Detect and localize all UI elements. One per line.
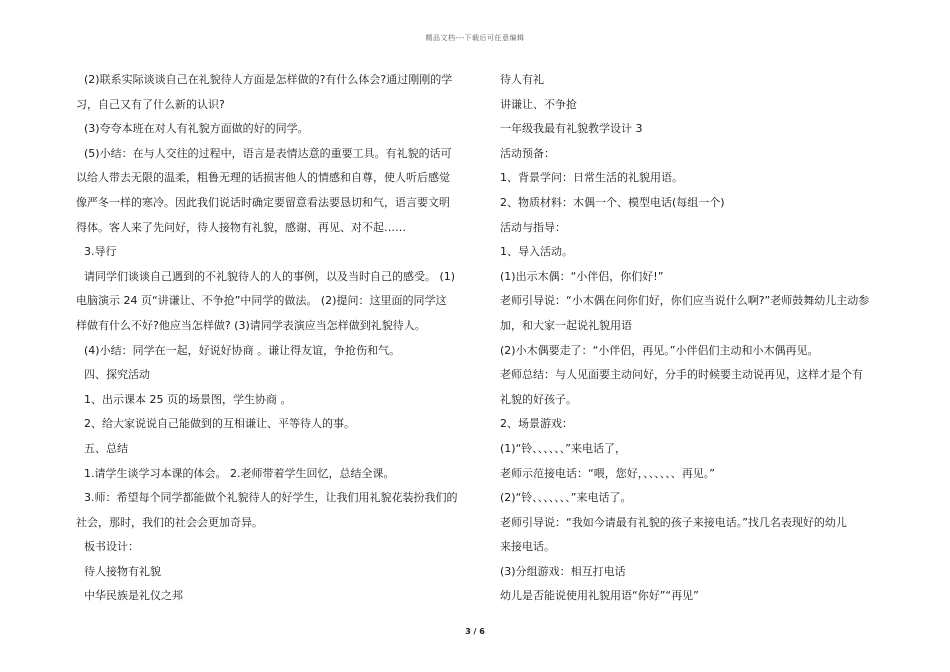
text-line: 2、场景游戏： [500, 417, 573, 431]
page-header: 精品文档---下载后可任意编辑 [425, 34, 525, 42]
text-line: 3.导行 [84, 245, 117, 259]
text-line: 四、探究活动 [84, 368, 150, 382]
text-line: (3)夸夸本班在对人有礼貌方面做的好的同学。 [84, 122, 309, 136]
text-line: 待人接物有礼貌 [84, 564, 161, 578]
text-line: 幼儿是否能说使用礼貌用语“你好”“再见” [500, 589, 699, 603]
page-number: 3 / 6 [465, 627, 485, 636]
text-line: (1)出示木偶：“小伴侣，你们好!” [500, 269, 664, 283]
text-line: 老师引导说：“小木偶在问你们好，你们应当说什么啊?”老师鼓舞幼儿主动参 [500, 294, 870, 308]
text-line: (2)联系实际谈谈自己在礼貌待人方面是怎样做的?有什么体会?通过刚刚的学 [84, 73, 453, 86]
text-line: 得体。客人来了先问好，待人接物有礼貌，感谢、再见、对不起…… [76, 220, 406, 234]
text-line: 中华民族是礼仪之邦 [84, 589, 183, 603]
text-line: (4)小结：同学在一起，好说好协商 。谦让得友谊，争抢伤和气。 [84, 343, 401, 357]
text-line: 1、背景学问：日常生活的礼貌用语。 [500, 171, 683, 185]
text-line: 五、总结 [84, 441, 128, 455]
text-line: (3)分组游戏：相互打电话 [500, 564, 626, 578]
text-line: 2、给大家说说自己能做到的互相谦让、平等待人的事。 [84, 417, 355, 431]
text-line: 1、出示课本 25 页的场景图，学生协商 。 [84, 392, 292, 406]
text-line: (2)“铃、、、、、、、”来电话了。 [500, 491, 632, 505]
text-line: 讲谦让、不争抢 [500, 97, 577, 111]
text-line: 老师引导说：“我如今请最有礼貌的孩子来接电话。”找几名表现好的幼儿 [500, 515, 847, 529]
text-line: 1.请学生谈学习本课的体会。 2.老师带着学生回忆，总结全课。 [84, 466, 395, 480]
text-line: 样做有什么不好?他应当怎样做? (3)请同学表演应当怎样做到礼貌待人。 [76, 318, 426, 332]
text-line: 2、物质材料：木偶一个、模型电话(每组一个) [500, 195, 725, 209]
text-line: 一年级我最有礼貌教学设计 3 [500, 122, 643, 136]
text-line: 老师总结：与人见面要主动问好，分手的时候要主动说再见，这样才是个有 [500, 368, 863, 382]
text-line: 加，和大家一起说礼貌用语 [500, 318, 632, 332]
text-line: 像严冬一样的寒冷。因此我们说话时确定要留意看法要恳切和气，语言要文明 [76, 195, 450, 209]
right-column [500, 68, 890, 609]
text-line: 活动预备： [500, 146, 555, 160]
left-column [76, 68, 464, 609]
text-line: 以给人带去无限的温柔，粗鲁无理的话损害他人的情感和自尊，使人听后感觉 [76, 171, 450, 185]
text-line: 活动与指导： [500, 220, 566, 234]
text-line: (5)小结：在与人交往的过程中，语言是表情达意的重要工具。有礼貌的话可 [84, 146, 452, 160]
text-line: 请同学们谈谈自己遇到的不礼貌待人的人的事例，以及当时自己的感受。 (1) [84, 269, 456, 283]
text-line: 习，自己又有了什么新的认识? [76, 97, 225, 111]
text-line: 礼貌的好孩子。 [500, 392, 577, 406]
text-line: 社会，那时，我们的社会会更加奇异。 [76, 515, 263, 529]
text-line: 3.师：希望每个同学都能做个礼貌待人的好学生，让我们用礼貌花装扮我们的 [84, 491, 458, 505]
text-line: 1、导入活动。 [500, 245, 573, 259]
text-line: (2)小木偶要走了：“小伴侣，再见。”小伴侣们主动和小木偶再见。 [500, 343, 819, 357]
text-line: 电脑演示 24 页“讲谦让、不争抢”中同学的做法。 (2)提问：这里面的同学这 [76, 294, 447, 308]
text-line: (1)“铃、、、、、、”来电话了， [500, 441, 626, 455]
text-line: 板书设计： [84, 540, 139, 554]
text-line: 待人有礼 [500, 73, 544, 86]
text-line: 老师示范接电话：“喂，您好，、、、、、、再见。” [500, 466, 715, 480]
text-line: 来接电话。 [500, 540, 555, 554]
